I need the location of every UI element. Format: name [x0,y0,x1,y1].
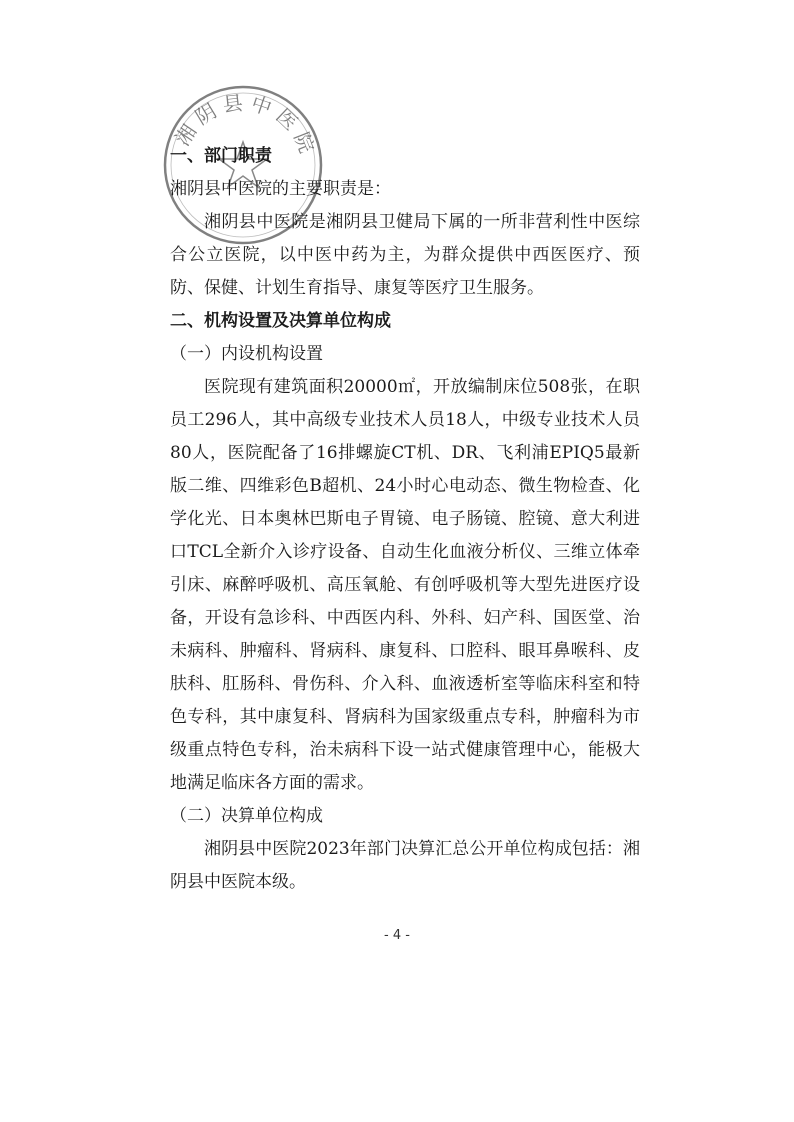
accounting-units-body: 湘阴县中医院2023年部门决算汇总公开单位构成包括：湘阴县中医院本级。 [170,839,640,892]
subheading-accounting-units: （二）决算单位构成 [170,806,323,826]
duties-intro: 湘阴县中医院的主要职责是： [170,179,391,199]
internal-structure-body: 医院现有建筑面积20000㎡，开放编制床位508张，在职员工296人，其中高级专业技术人员18人，中级专业技术人员80人，医院配备了16排螺旋CT机、DR、飞利浦EPIQ5最新版二维、四维彩色B超机、24小时心电动态、微生物检查、化学化光、日本奥林巴斯电子胃镜、电子肠镜、腔镜、意大利进口TCL全新介入诊疗设备、自动生化血液分析仪、三维立体牵引床、麻醉呼吸机、高压氧舱、有创呼吸机等大型先进医疗设备，开设有急诊科、中西医内科、外科、妇产科、国医堂、治未病科、肿瘤科、肾病科、康复科、口腔科、眼耳鼻喉科、皮肤科、肛肠科、骨伤科、介入科、血液透析室等临床科室和特色专科，其中康复科、肾病科为国家级重点专科，肿瘤科为市级重点特色专科，治未病科下设一站式健康管理中心，能极大地满足临床各方面的需求。 [170,377,640,793]
duties-body: 湘阴县中医院是湘阴县卫健局下属的一所非营利性中医综合公立医院，以中医中药为主，为群众提供中西医医疗、预防、保健、计划生育指导、康复等医疗卫生服务。 [170,212,640,298]
page-number: - 4 - [384,928,410,943]
section-heading-structure: 二、机构设置及决算单位构成 [170,311,391,331]
svg-text:湘阴县中医院: 湘阴县中医院 [170,90,322,162]
section-heading-duties: 一、部门职责 [170,146,272,166]
subheading-internal-structure: （一）内设机构设置 [170,344,323,364]
document-body [170,140,640,899]
